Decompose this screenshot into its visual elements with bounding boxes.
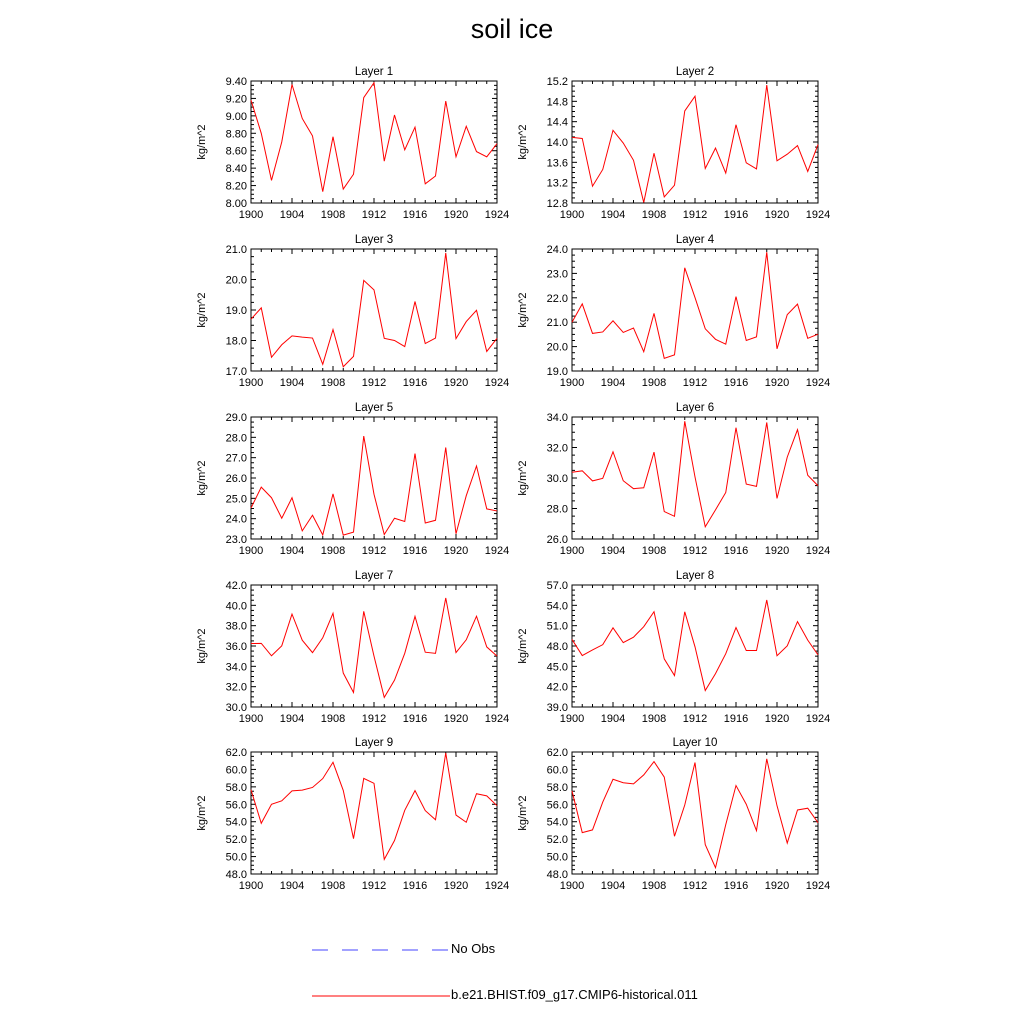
y-tick-label: 50.0 — [546, 851, 568, 864]
series-line — [251, 598, 497, 698]
legend-model-label: b.e21.BHIST.f09_g17.CMIP6-historical.011 — [451, 987, 698, 1002]
x-tick-label: 1920 — [443, 880, 469, 892]
y-tick-label: 20.0 — [546, 341, 568, 354]
y-tick-label: 54.0 — [546, 816, 568, 829]
plot-frame — [251, 417, 497, 539]
x-tick-label: 1904 — [600, 713, 626, 725]
x-tick-label: 1904 — [279, 713, 305, 725]
x-tick-label: 1908 — [641, 880, 667, 892]
y-tick-label: 32.0 — [225, 681, 247, 694]
x-tick-label: 1924 — [484, 713, 510, 725]
x-tick-label: 1920 — [764, 545, 790, 557]
y-tick-label: 24.0 — [546, 244, 568, 256]
panel-title: Layer 9 — [354, 737, 394, 749]
x-tick-label: 1920 — [443, 209, 469, 221]
y-tick-label: 8.40 — [225, 163, 247, 176]
x-tick-label: 1924 — [484, 209, 510, 221]
panel-title: Layer 4 — [675, 234, 715, 246]
y-tick-label: 14.0 — [546, 137, 568, 149]
x-tick-label: 1912 — [361, 880, 387, 892]
x-tick-label: 1916 — [402, 880, 428, 892]
series-line — [251, 253, 497, 367]
y-tick-label: 62.0 — [225, 747, 247, 759]
x-tick-label: 1912 — [682, 545, 708, 557]
x-tick-label: 1904 — [279, 880, 305, 892]
y-tick-label: 20.0 — [225, 274, 247, 287]
x-tick-label: 1924 — [805, 880, 831, 892]
x-tick-label: 1916 — [402, 377, 428, 389]
x-tick-label: 1916 — [723, 880, 749, 892]
y-axis-label: kg/m^2 — [517, 124, 529, 160]
x-tick-label: 1908 — [320, 713, 346, 725]
x-tick-label: 1916 — [723, 377, 749, 389]
x-tick-label: 1920 — [764, 880, 790, 892]
x-tick-label: 1924 — [484, 880, 510, 892]
x-tick-label: 1904 — [600, 880, 626, 892]
y-tick-label: 57.0 — [546, 580, 568, 592]
y-tick-label: 14.8 — [546, 96, 568, 109]
x-tick-label: 1908 — [641, 377, 667, 389]
y-tick-label: 8.60 — [225, 145, 247, 158]
y-tick-label: 26.0 — [225, 473, 247, 485]
series-line — [572, 252, 818, 358]
y-tick-label: 52.0 — [546, 834, 568, 847]
x-tick-label: 1908 — [320, 209, 346, 221]
y-tick-label: 34.0 — [546, 412, 568, 424]
x-tick-label: 1900 — [238, 713, 264, 725]
x-tick-label: 1920 — [443, 377, 469, 389]
x-tick-label: 1900 — [559, 545, 585, 557]
x-tick-label: 1916 — [402, 545, 428, 557]
plot-frame — [251, 752, 497, 874]
x-tick-label: 1920 — [764, 209, 790, 221]
panel-title: Layer 2 — [675, 66, 715, 78]
y-tick-label: 25.0 — [225, 493, 247, 506]
y-tick-label: 40.0 — [225, 600, 247, 613]
x-tick-label: 1900 — [559, 880, 585, 892]
x-tick-label: 1904 — [279, 209, 305, 221]
x-tick-label: 1912 — [682, 209, 708, 221]
y-tick-label: 13.6 — [546, 157, 568, 170]
y-tick-label: 51.0 — [546, 620, 568, 633]
legend-obs-swatch — [310, 940, 450, 960]
legend-model-swatch — [310, 986, 450, 1006]
y-tick-label: 62.0 — [546, 747, 568, 759]
x-tick-label: 1900 — [559, 209, 585, 221]
series-line — [572, 759, 818, 868]
panel-title: Layer 10 — [672, 737, 718, 749]
panel-layer-9 — [196, 737, 509, 892]
panel-layer-10 — [517, 737, 830, 892]
y-tick-label: 8.80 — [225, 128, 247, 141]
y-axis-label: kg/m^2 — [517, 795, 529, 831]
y-tick-label: 54.0 — [546, 600, 568, 613]
y-tick-label: 24.0 — [225, 513, 247, 526]
y-tick-label: 42.0 — [546, 681, 568, 694]
panel-title: Layer 5 — [354, 402, 394, 414]
series-line — [251, 753, 497, 859]
panel-layer-5 — [196, 402, 509, 557]
y-axis-label: kg/m^2 — [517, 292, 529, 328]
x-tick-label: 1912 — [682, 713, 708, 725]
y-tick-label: 13.2 — [546, 177, 568, 190]
x-tick-label: 1904 — [600, 545, 626, 557]
x-tick-label: 1924 — [805, 545, 831, 557]
y-tick-label: 28.0 — [225, 432, 247, 445]
x-tick-label: 1912 — [361, 713, 387, 725]
x-tick-label: 1916 — [402, 209, 428, 221]
y-tick-label: 50.0 — [225, 851, 247, 864]
y-tick-label: 19.0 — [546, 366, 568, 378]
y-tick-label: 30.0 — [225, 702, 247, 714]
x-tick-label: 1912 — [361, 377, 387, 389]
x-tick-label: 1908 — [641, 713, 667, 725]
y-axis-label: kg/m^2 — [196, 124, 208, 160]
legend-obs-label: No Obs — [451, 941, 496, 956]
x-tick-label: 1908 — [320, 880, 346, 892]
plot-frame — [572, 752, 818, 874]
y-tick-label: 60.0 — [225, 764, 247, 777]
y-tick-label: 56.0 — [225, 799, 247, 812]
y-tick-label: 23.0 — [225, 534, 247, 546]
y-tick-label: 12.8 — [546, 198, 568, 210]
panel-title: Layer 6 — [675, 402, 715, 414]
panel-title: Layer 1 — [354, 66, 394, 78]
x-tick-label: 1920 — [764, 377, 790, 389]
x-tick-label: 1904 — [279, 545, 305, 557]
x-tick-label: 1920 — [764, 713, 790, 725]
y-tick-label: 8.00 — [225, 198, 247, 210]
x-tick-label: 1920 — [443, 713, 469, 725]
plot-frame — [251, 585, 497, 707]
y-axis-label: kg/m^2 — [196, 628, 208, 664]
y-tick-label: 45.0 — [546, 661, 568, 674]
y-tick-label: 58.0 — [546, 781, 568, 794]
y-tick-label: 52.0 — [225, 834, 247, 847]
series-line — [572, 421, 818, 527]
plot-frame — [251, 81, 497, 203]
x-tick-label: 1912 — [361, 545, 387, 557]
y-tick-label: 30.0 — [546, 473, 568, 485]
y-tick-label: 15.2 — [546, 76, 568, 88]
y-tick-label: 23.0 — [546, 268, 568, 281]
y-tick-label: 60.0 — [546, 764, 568, 777]
y-tick-label: 48.0 — [546, 869, 568, 881]
series-line — [572, 600, 818, 691]
x-tick-label: 1924 — [805, 377, 831, 389]
x-tick-label: 1924 — [805, 209, 831, 221]
series-line — [251, 83, 497, 192]
y-tick-label: 29.0 — [225, 412, 247, 424]
series-line — [572, 85, 818, 202]
x-tick-label: 1916 — [723, 209, 749, 221]
y-axis-label: kg/m^2 — [517, 460, 529, 496]
x-tick-label: 1908 — [320, 545, 346, 557]
y-tick-label: 42.0 — [225, 580, 247, 592]
x-tick-label: 1924 — [805, 713, 831, 725]
panel-title: Layer 7 — [354, 570, 394, 582]
y-tick-label: 8.20 — [225, 180, 247, 193]
x-tick-label: 1900 — [238, 880, 264, 892]
y-axis-label: kg/m^2 — [196, 460, 208, 496]
panel-title: Layer 8 — [675, 570, 715, 582]
y-tick-label: 21.0 — [546, 317, 568, 330]
x-tick-label: 1912 — [682, 377, 708, 389]
y-tick-label: 48.0 — [546, 641, 568, 653]
y-tick-label: 54.0 — [225, 816, 247, 829]
x-tick-label: 1916 — [723, 713, 749, 725]
y-tick-label: 36.0 — [225, 641, 247, 653]
x-tick-label: 1924 — [484, 545, 510, 557]
panel-layer-1 — [196, 66, 509, 221]
y-tick-label: 38.0 — [225, 620, 247, 633]
series-line — [251, 436, 497, 535]
y-axis-label: kg/m^2 — [196, 795, 208, 831]
y-tick-label: 18.0 — [225, 335, 247, 348]
x-tick-label: 1904 — [600, 209, 626, 221]
y-tick-label: 28.0 — [546, 503, 568, 516]
y-tick-label: 9.40 — [225, 76, 247, 88]
x-tick-label: 1908 — [320, 377, 346, 389]
x-tick-label: 1904 — [279, 377, 305, 389]
legend-obs — [310, 940, 710, 960]
x-tick-label: 1916 — [723, 545, 749, 557]
x-tick-label: 1900 — [238, 377, 264, 389]
panel-layer-6 — [517, 402, 830, 557]
y-axis-label: kg/m^2 — [196, 292, 208, 328]
panel-layer-3 — [196, 234, 509, 389]
x-tick-label: 1912 — [682, 880, 708, 892]
y-axis-label: kg/m^2 — [517, 628, 529, 664]
panel-layer-4 — [517, 234, 830, 389]
main-title: soil ice — [470, 14, 554, 44]
y-tick-label: 22.0 — [546, 292, 568, 305]
panel-layer-7 — [196, 570, 509, 725]
panel-layer-8 — [517, 570, 830, 725]
x-tick-label: 1916 — [402, 713, 428, 725]
x-tick-label: 1900 — [238, 545, 264, 557]
y-tick-label: 32.0 — [546, 442, 568, 455]
panel-title: Layer 3 — [354, 234, 394, 246]
y-tick-label: 21.0 — [225, 244, 247, 256]
x-tick-label: 1904 — [600, 377, 626, 389]
y-tick-label: 39.0 — [546, 702, 568, 714]
plot-frame — [572, 249, 818, 371]
x-tick-label: 1920 — [443, 545, 469, 557]
y-tick-label: 56.0 — [546, 799, 568, 812]
y-tick-label: 27.0 — [225, 452, 247, 465]
plot-frame — [251, 249, 497, 371]
y-tick-label: 17.0 — [225, 366, 247, 378]
y-tick-label: 26.0 — [546, 534, 568, 546]
y-tick-label: 14.4 — [546, 116, 568, 129]
y-tick-label: 58.0 — [225, 781, 247, 794]
x-tick-label: 1900 — [238, 209, 264, 221]
y-tick-label: 48.0 — [225, 869, 247, 881]
x-tick-label: 1912 — [361, 209, 387, 221]
y-tick-label: 34.0 — [225, 661, 247, 674]
x-tick-label: 1908 — [641, 545, 667, 557]
y-tick-label: 19.0 — [225, 305, 247, 317]
legend-model — [310, 986, 730, 1006]
x-tick-label: 1908 — [641, 209, 667, 221]
x-tick-label: 1900 — [559, 377, 585, 389]
y-tick-label: 9.00 — [225, 110, 247, 123]
x-tick-label: 1924 — [484, 377, 510, 389]
x-tick-label: 1900 — [559, 713, 585, 725]
panel-layer-2 — [517, 66, 830, 221]
y-tick-label: 9.20 — [225, 93, 247, 106]
